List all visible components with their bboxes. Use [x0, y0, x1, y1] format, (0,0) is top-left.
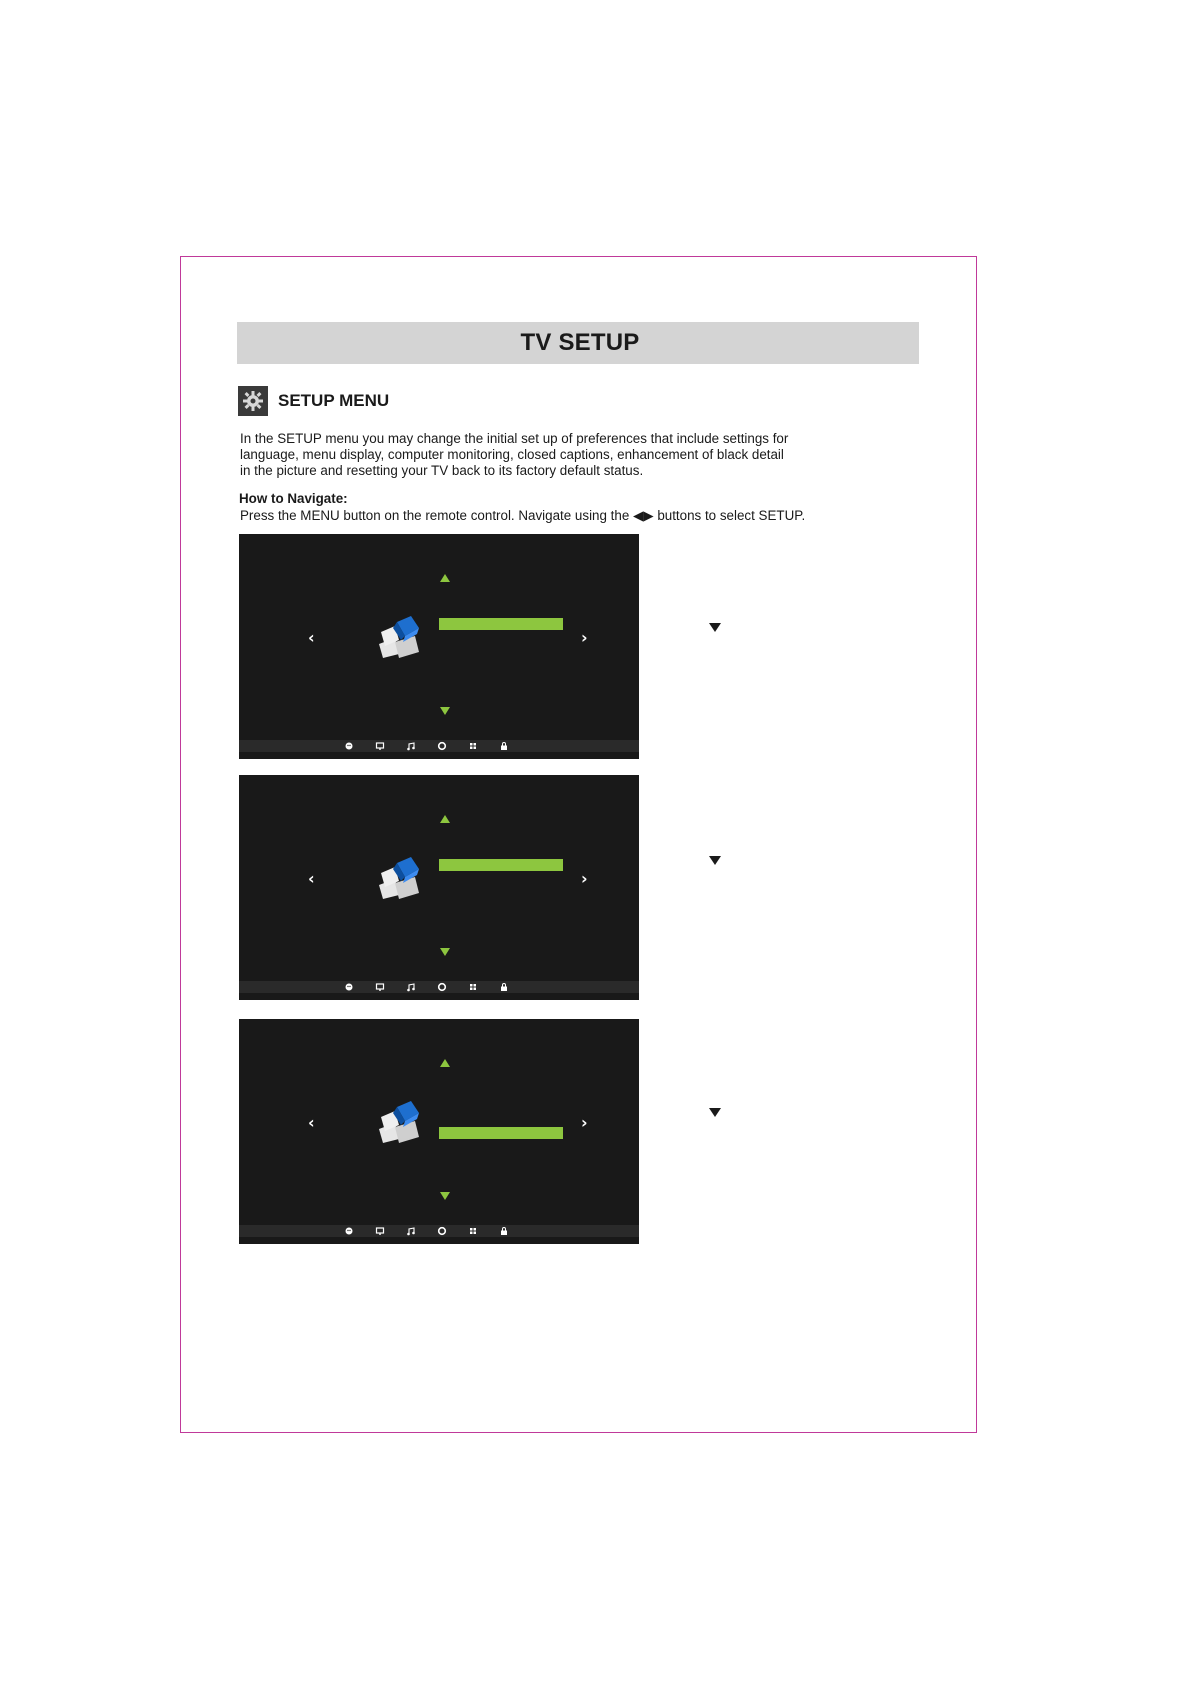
up-arrow-icon [440, 574, 450, 582]
chevron-left-icon: ‹ [308, 869, 315, 888]
intro-line: in the picture and resetting your TV back to its factory default status. [240, 463, 644, 478]
section-header [238, 386, 389, 416]
setup-blocks-icon [375, 614, 423, 660]
tv-screen-2 [239, 775, 639, 1000]
grid-icon [468, 982, 478, 992]
monitor-icon [375, 741, 385, 751]
grid-icon [468, 741, 478, 751]
tv-screen-3 [239, 1019, 639, 1244]
title-bar [237, 322, 919, 364]
lock-icon [499, 741, 509, 751]
down-triangle-icon [709, 1108, 721, 1117]
navigate-heading: How to Navigate: [239, 491, 348, 506]
chevron-right-icon: › [581, 1113, 588, 1132]
tv-screen-1 [239, 534, 639, 759]
setup-blocks-icon [375, 855, 423, 901]
music-note-icon [406, 741, 416, 751]
monitor-icon [375, 1226, 385, 1236]
intro-paragraph [240, 431, 840, 479]
down-triangle-icon [709, 623, 721, 632]
smile-icon [344, 982, 354, 992]
down-arrow-icon [440, 707, 450, 715]
selection-bar [439, 859, 563, 871]
down-arrow-icon [440, 1192, 450, 1200]
gear-icon [238, 386, 268, 416]
chevron-left-icon: ‹ [308, 1113, 315, 1132]
setup-blocks-icon [375, 1099, 423, 1145]
down-arrow-icon [440, 948, 450, 956]
chevron-right-icon: › [581, 628, 588, 647]
navigate-text: Press the MENU button on the remote control. Navigate using the ◀▶ buttons to select SETUP. [240, 508, 806, 523]
lock-icon [499, 1226, 509, 1236]
chevron-left-icon: ‹ [308, 628, 315, 647]
up-arrow-icon [440, 815, 450, 823]
smile-icon [344, 741, 354, 751]
smile-icon [344, 1226, 354, 1236]
menu-icon-strip [239, 740, 639, 752]
selection-bar [439, 1127, 563, 1139]
section-title: SETUP MENU [278, 391, 390, 410]
circle-icon [437, 1226, 447, 1236]
music-note-icon [406, 982, 416, 992]
lock-icon [499, 982, 509, 992]
menu-icon-strip [239, 981, 639, 993]
intro-line: language, menu display, computer monitoring, closed captions, enhancement of black detail [240, 447, 784, 462]
chevron-right-icon: › [581, 869, 588, 888]
intro-line: In the SETUP menu you may change the initial set up of preferences that include settings for [240, 431, 789, 446]
monitor-icon [375, 982, 385, 992]
music-note-icon [406, 1226, 416, 1236]
down-triangle-icon [709, 856, 721, 865]
page-title: TV SETUP [520, 329, 640, 356]
grid-icon [468, 1226, 478, 1236]
circle-icon [437, 982, 447, 992]
menu-icon-strip [239, 1225, 639, 1237]
circle-icon [437, 741, 447, 751]
selection-bar [439, 618, 563, 630]
up-arrow-icon [440, 1059, 450, 1067]
